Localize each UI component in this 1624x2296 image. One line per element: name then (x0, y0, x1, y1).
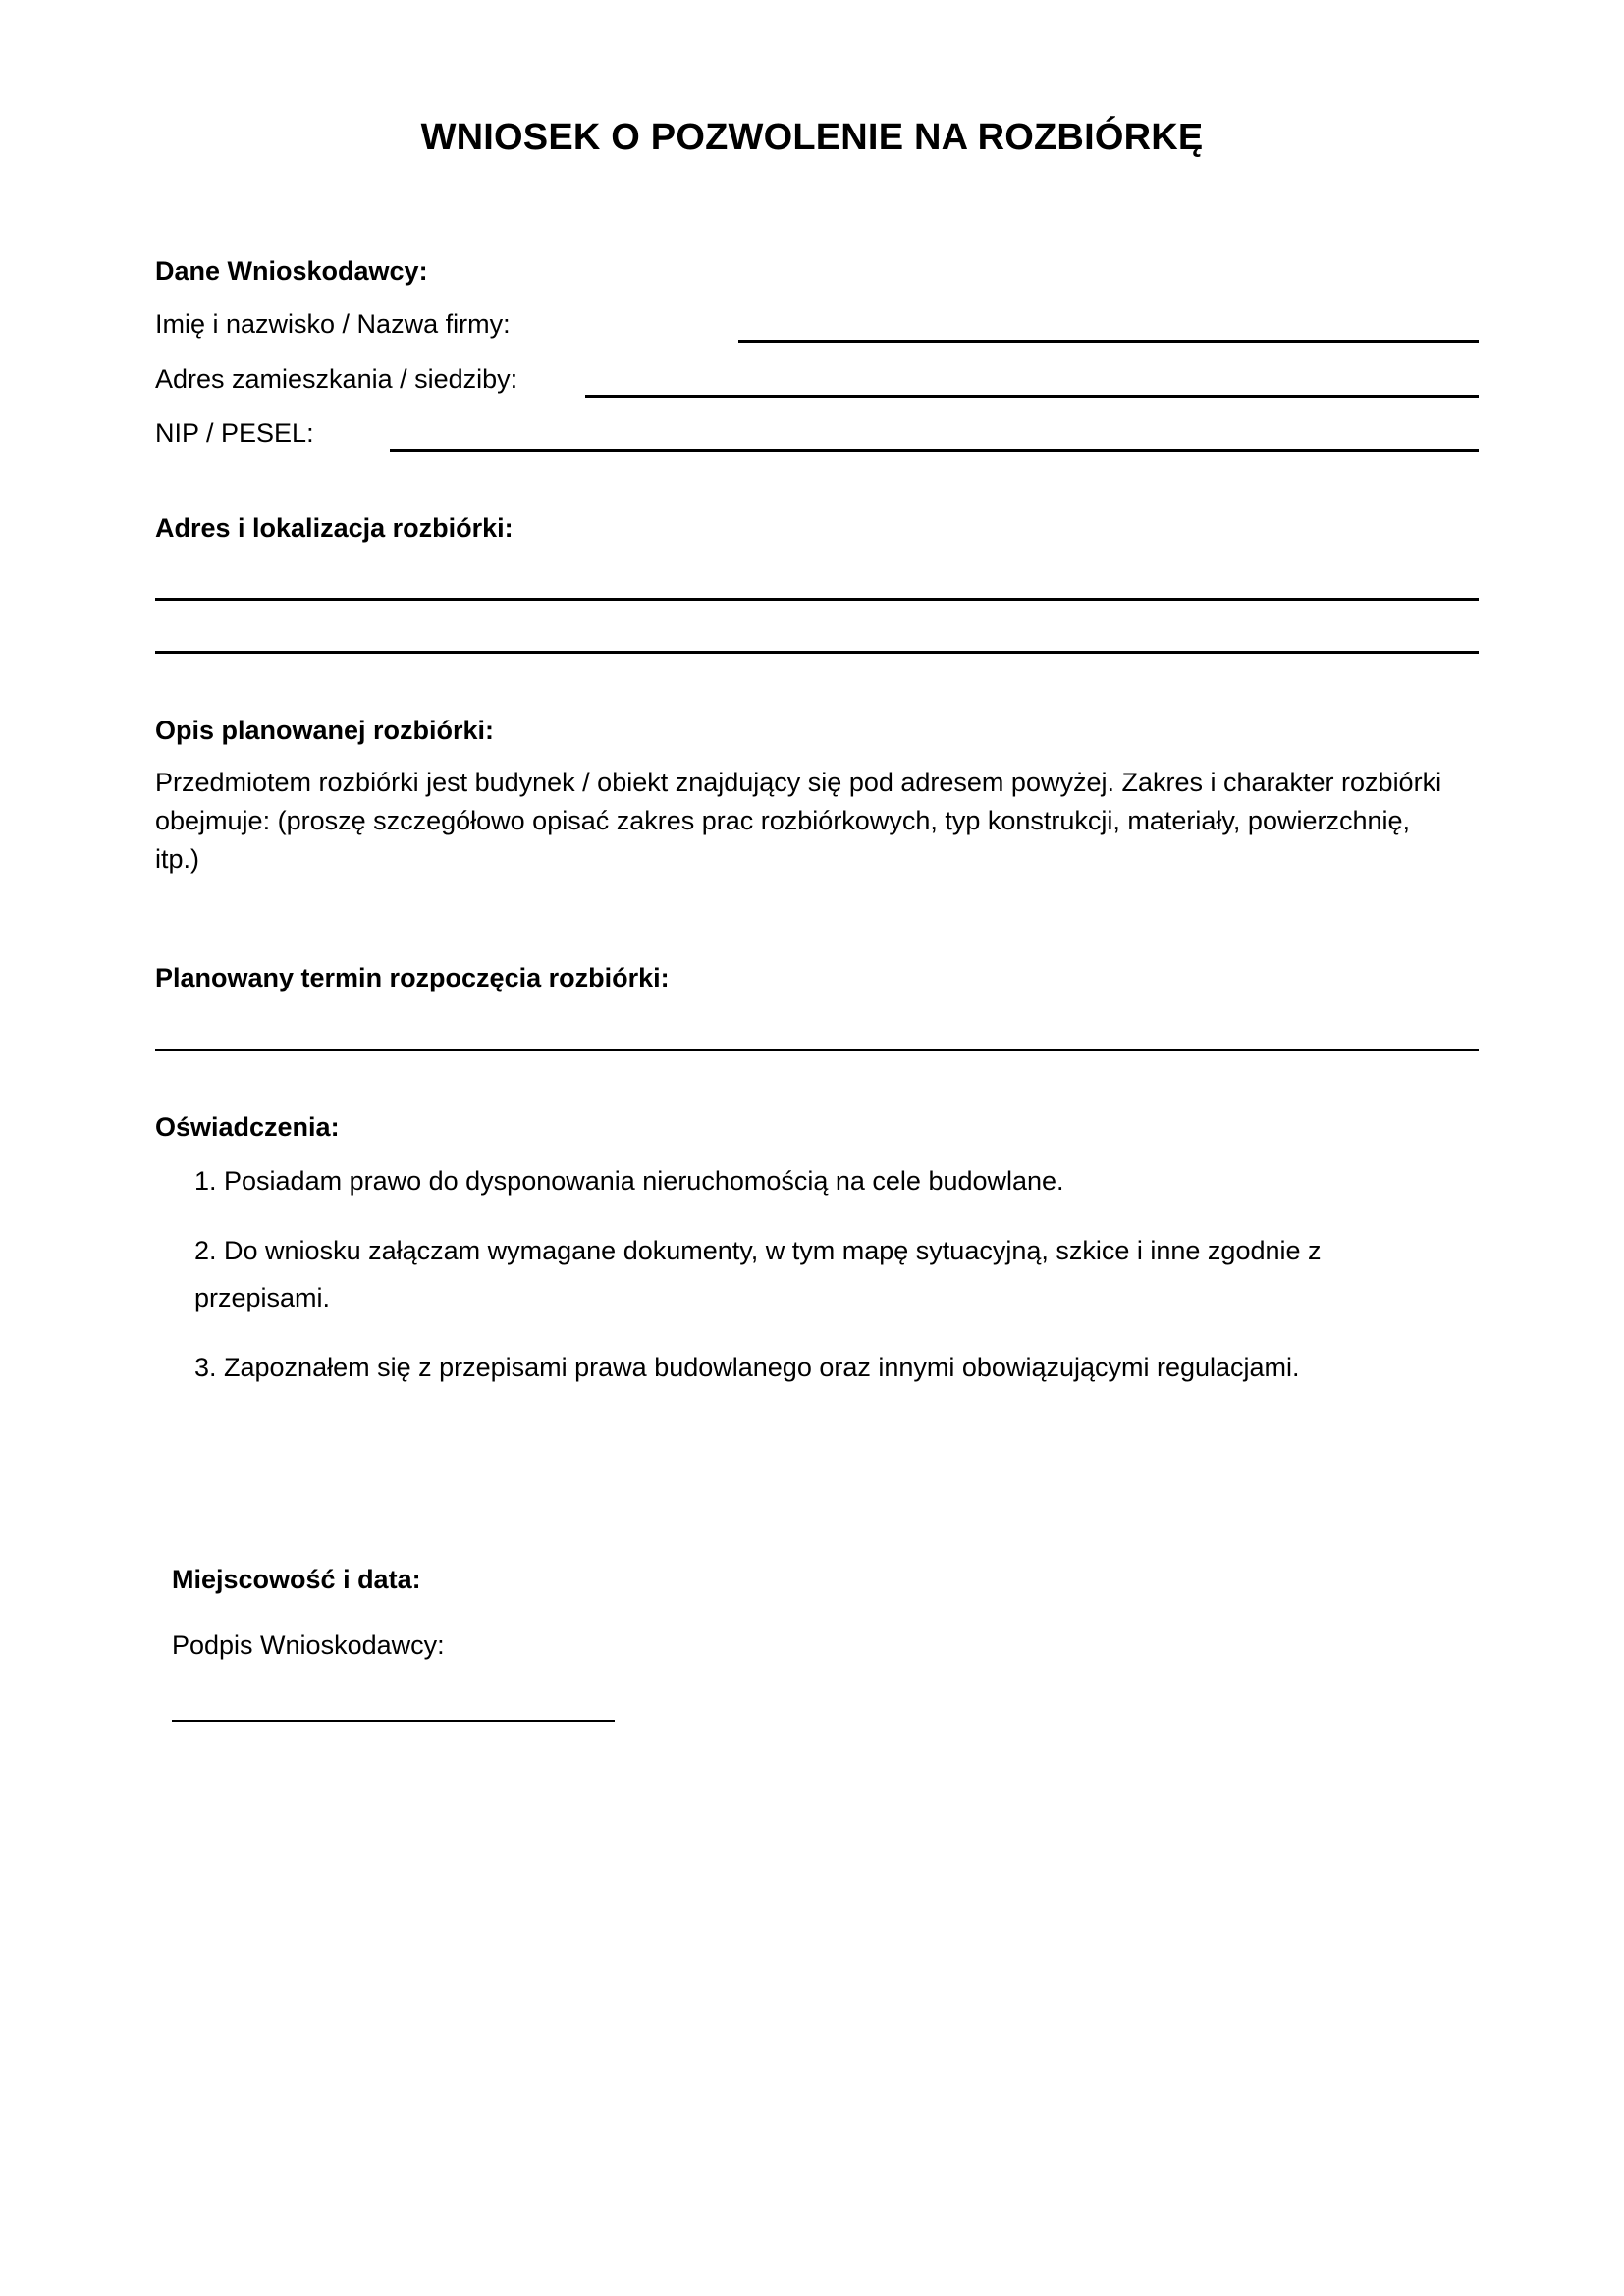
declarations-heading: Oświadczenia: (155, 1112, 340, 1142)
name-label: Imię i nazwisko / Nazwa firmy: (155, 309, 511, 339)
description-heading: Opis planowanej rozbiórki: (155, 716, 495, 745)
location-field-line-1[interactable] (155, 598, 1479, 601)
signature-field[interactable] (172, 1720, 615, 1722)
location-field-line-2[interactable] (155, 651, 1479, 654)
declaration-item-1: 1. Posiadam prawo do dysponowania nieruchomością na cele budowlane. (194, 1166, 1064, 1196)
id-label: NIP / PESEL: (155, 418, 314, 448)
location-heading: Adres i lokalizacja rozbiórki: (155, 513, 514, 543)
declaration-item-2: 2. Do wniosku załączam wymagane dokumenty, w tym mapę sytuacyjną, szkice i inne zgodnie z przepisami. (194, 1236, 1322, 1312)
applicant-heading: Dane Wnioskodawcy: (155, 256, 428, 286)
name-field[interactable] (738, 340, 1479, 343)
description-text: Przedmiotem rozbiórki jest budynek / obiekt znajdujący się pod adresem powyżej. Zakres i charakter rozbiórki obejmuje: (proszę szczegółowo opisać zakres prac rozbiórkowych, typ konstrukcji, materiały, powierzchnię, itp.) (155, 768, 1442, 874)
declaration-item-3: 3. Zapoznałem się z przepisami prawa budowlanego oraz innymi obowiązującymi regulacjami. (194, 1353, 1300, 1382)
start-date-field[interactable] (155, 1049, 1479, 1051)
nip-pesel-field[interactable] (390, 449, 1479, 452)
place-date-label: Miejscowość i data: (172, 1565, 421, 1594)
signature-label: Podpis Wnioskodawcy: (172, 1630, 445, 1660)
start-date-heading: Planowany termin rozpoczęcia rozbiórki: (155, 963, 670, 992)
page-title: WNIOSEK O POZWOLENIE NA ROZBIÓRKĘ (420, 117, 1204, 158)
address-label: Adres zamieszkania / siedziby: (155, 364, 518, 394)
address-field[interactable] (585, 395, 1479, 398)
